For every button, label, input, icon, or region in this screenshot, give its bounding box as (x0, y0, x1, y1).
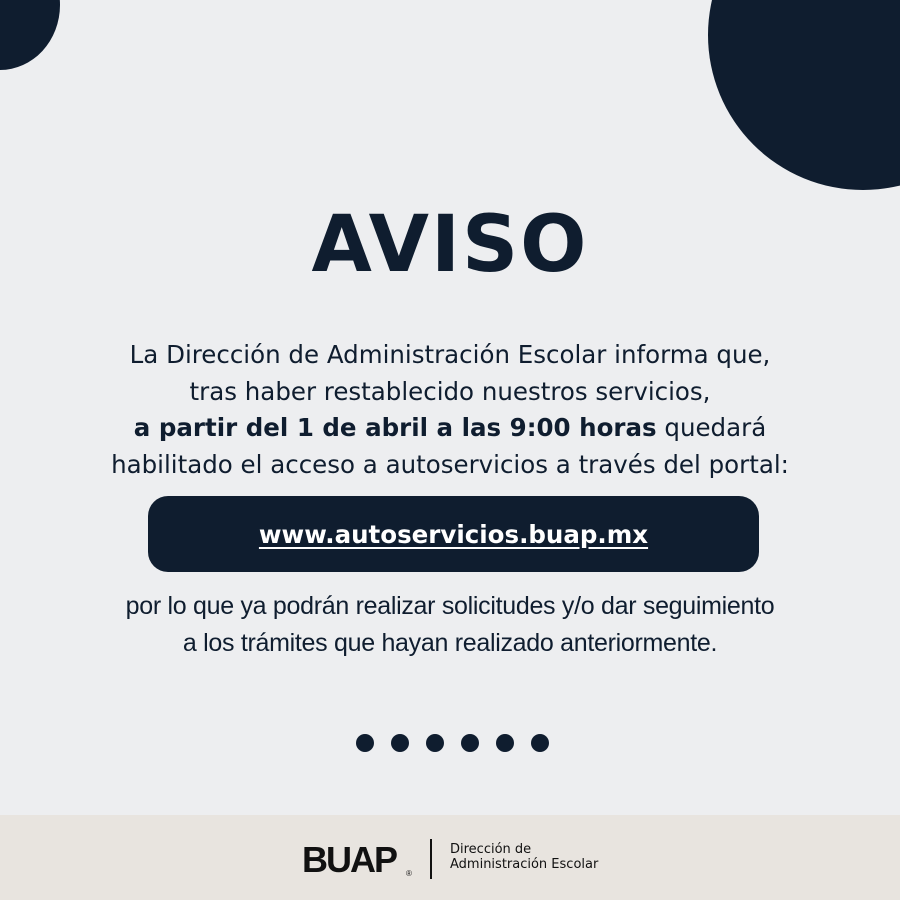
department-name (450, 842, 598, 872)
date-time-highlight: a partir del 1 de abril a las 9:00 horas (133, 413, 657, 442)
dot (356, 734, 374, 752)
portal-url-box[interactable] (148, 496, 759, 572)
department-line-2: Administración Escolar (450, 857, 599, 872)
dot (496, 734, 514, 752)
intro-paragraph (0, 337, 900, 483)
intro-line-3-rest: quedará (656, 413, 767, 442)
footer-divider (430, 839, 432, 879)
outro-line-2: a los trámites que hayan realizado anteriormente. (182, 629, 718, 657)
portal-url-link[interactable]: www.autoservicios.buap.mx (258, 519, 649, 549)
intro-line-3 (0, 410, 900, 447)
dot (461, 734, 479, 752)
dot (391, 734, 409, 752)
intro-line-1: La Dirección de Administración Escolar informa que, (129, 340, 771, 369)
intro-line-4: habilitado el acceso a autoservicios a través del portal: (111, 449, 789, 479)
outro-line-1: por lo que ya podrán realizar solicitudes y/o dar seguimiento (125, 592, 775, 620)
registered-mark: ® (406, 869, 412, 878)
footer-bar (0, 815, 900, 900)
dot (531, 734, 549, 752)
outro-paragraph (0, 588, 900, 662)
department-line-1: Dirección de (450, 842, 532, 857)
decorative-circle-top-right (708, 0, 900, 190)
notice-title: AVISO (311, 200, 589, 290)
dot (426, 734, 444, 752)
decorative-circle-top-left (0, 0, 60, 70)
decorative-dots (356, 734, 549, 752)
buap-logo: BUAP (302, 839, 397, 880)
intro-line-2: tras haber restablecido nuestros servicios, (189, 376, 711, 406)
